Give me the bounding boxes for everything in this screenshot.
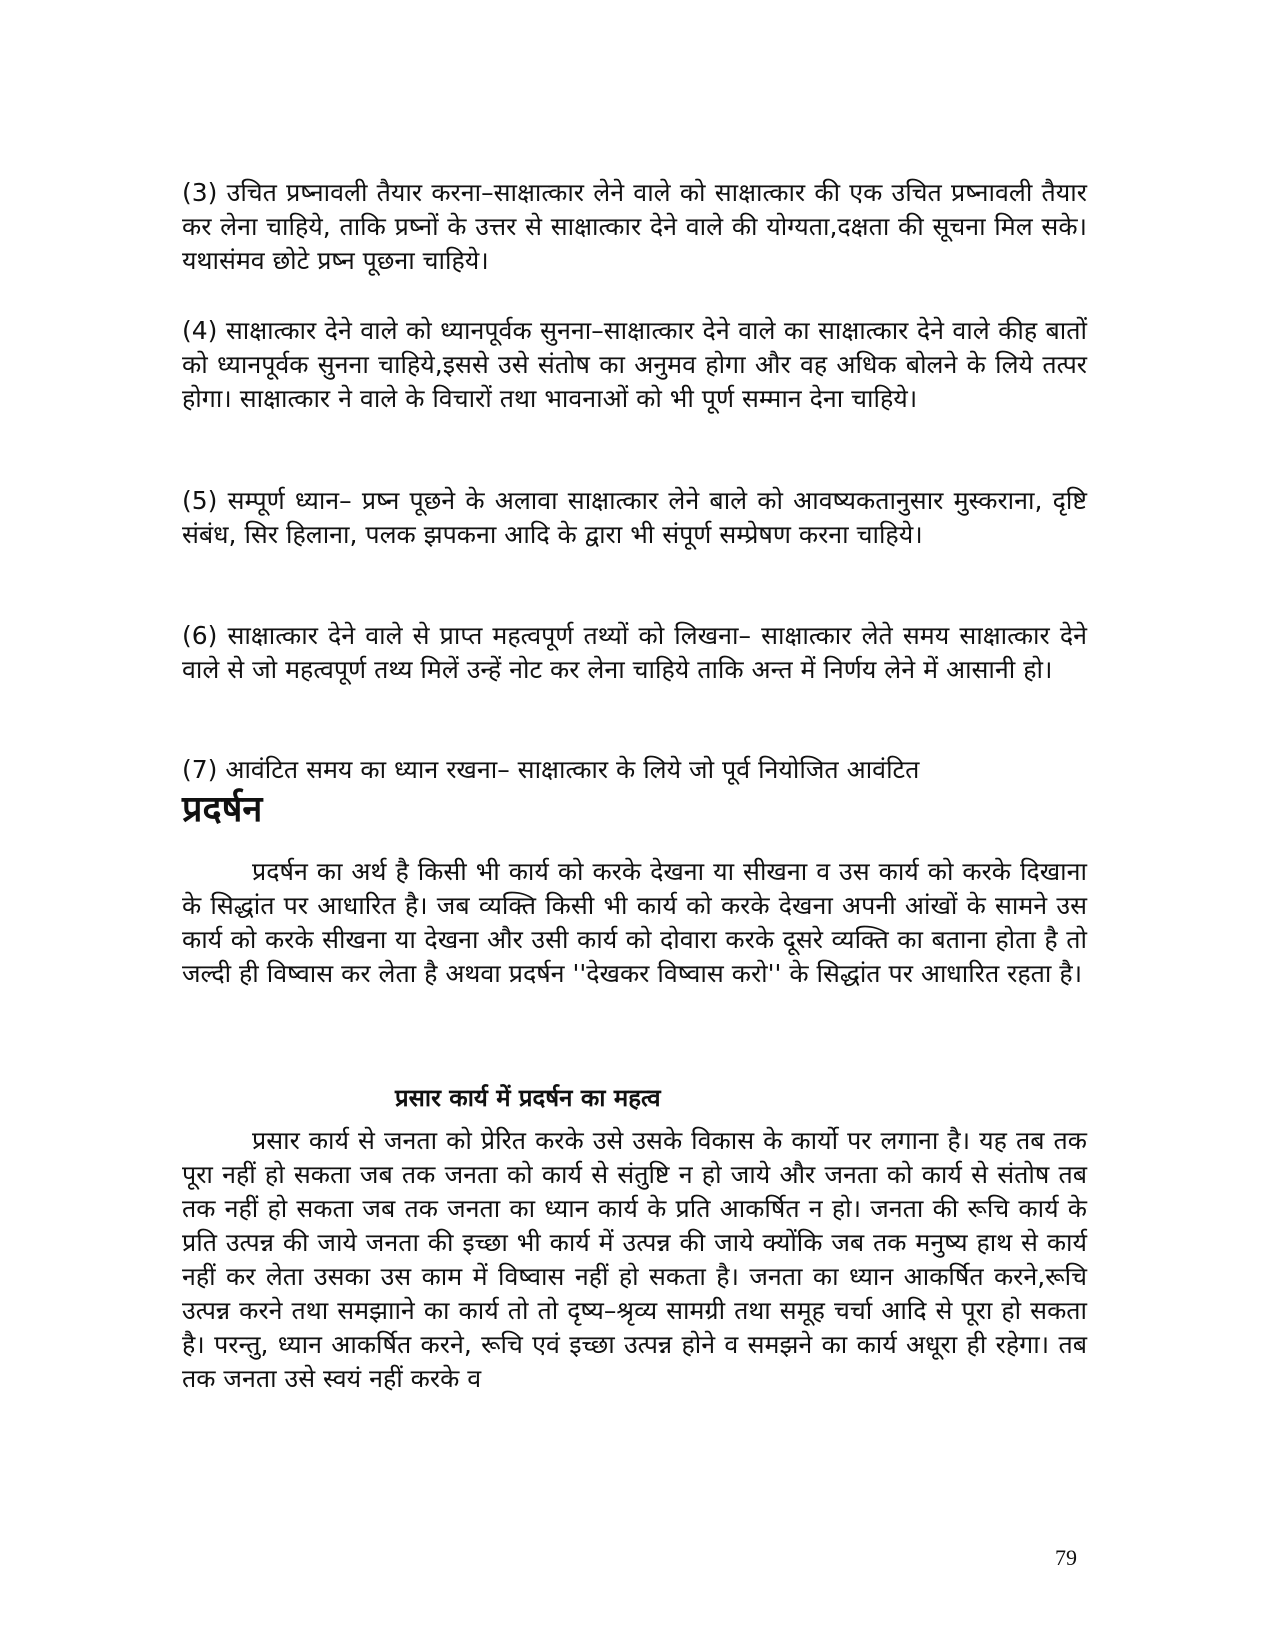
paragraph-point-3: (3) उचित प्रष्नावली तैयार करना–साक्षात्कार लेने वाले को साक्षात्कार की एक उचित प्रष्नावली तैयार कर लेना चाहिये, ताकि प्रष्नों के उत्तर से साक्षात्कार देने वाले की योग्यता,दक्षता की सूचना मिल सके। यथासंमव छोटे प्रष्न पूछना चाहिये। (182, 178, 1087, 275)
section-intro-paragraph: प्रदर्षन का अर्थ है किसी भी कार्य को करके देखना या सीखना व उस कार्य को करके दिखाना के सिद्धांत पर आधारित है। जब व्यक्ति किसी भी कार्य को करके देखना अपनी आंखों के सामने उस कार्य को करके सीखना या देखना और उसी कार्य को दोवारा करके दूसरे व्यक्ति का बताना होता है तो जल्दी ही विष्वास कर लेता है अथवा प्रदर्षन ''देखकर विष्वास करो'' के सिद्धांत पर आधारित रहता है। (182, 857, 1087, 988)
section-heading: प्रदर्षन (182, 789, 263, 830)
section-body-paragraph: प्रसार कार्य से जनता को प्रेरित करके उसे उसके विकास के कार्यो पर लगाना है। यह तब तक पूरा नहीं हो सकता जब तक जनता को कार्य से संतुष्टि न हो जाये और जनता को कार्य से संतोष तब तक नहीं हो सकता जब तक जनता का ध्यान कार्य के प्रति आकर्षित न हो। जनता की रूचि कार्य के प्रति उत्पन्न की जाये जनता की इच्छा भी कार्य में उत्पन्न की जाये क्योंकि जब तक मनुष्य हाथ से कार्य नहीं कर लेता उसका उस काम में विष्वास नहीं हो सकता है। जनता का ध्यान आकर्षित करने,रूचि उत्पन्न करने तथा समझााने का कार्य तो तो दृष्य–श्रृव्य सामग्री तथा समूह चर्चा आदि से पूरा हो सकता है। परन्तु, ध्यान आकर्षित करने, रूचि एवं इच्छा उत्पन्न होने व समझने का कार्य अधूरा ही रहेगा। तब तक जनता उसे स्वयं नहीं करके व (182, 1126, 1087, 1393)
paragraph-point-7: (7) आवंटित समय का ध्यान रखना– साक्षात्कार के लिये जो पूर्व नियोजित आवंटित (182, 755, 920, 784)
paragraph-point-6: (6) साक्षात्कार देने वाले से प्राप्त महत्वपूर्ण तथ्यों को लिखना– साक्षात्कार लेते समय साक्षात्कार देने वाले से जो महत्वपूर्ण तथ्य मिलें उन्हें नोट कर लेना चाहिये ताकि अन्त में निर्णय लेने में आसानी हो। (182, 621, 1087, 684)
section-subheading: प्रसार कार्य में प्रदर्षन का महत्व (395, 1084, 661, 1112)
paragraph-point-4: (4) साक्षात्कार देने वाले को ध्यानपूर्वक सुनना–साक्षात्कार देने वाले का साक्षात्कार देने वाले कीह बातों को ध्यानपूर्वक सुनना चाहिये,इससे उसे संतोष का अनुमव होगा और वह अधिक बोलने के लिये तत्पर होगा। साक्षात्कार ने वाले के विचारों तथा भावनाओं को भी पूर्ण सम्मान देना चाहिये। (182, 316, 1087, 413)
page-number: 79 (1055, 1545, 1077, 1570)
paragraph-point-5: (5) सम्पूर्ण ध्यान– प्रष्न पूछने के अलावा साक्षात्कार लेने बाले को आवष्यकतानुसार मुस्कराना, दृष्टि संबंध, सिर हिलाना, पलक झपकना आदि के द्वारा भी संपूर्ण सम्प्रेषण करना चाहिये। (182, 486, 1087, 549)
